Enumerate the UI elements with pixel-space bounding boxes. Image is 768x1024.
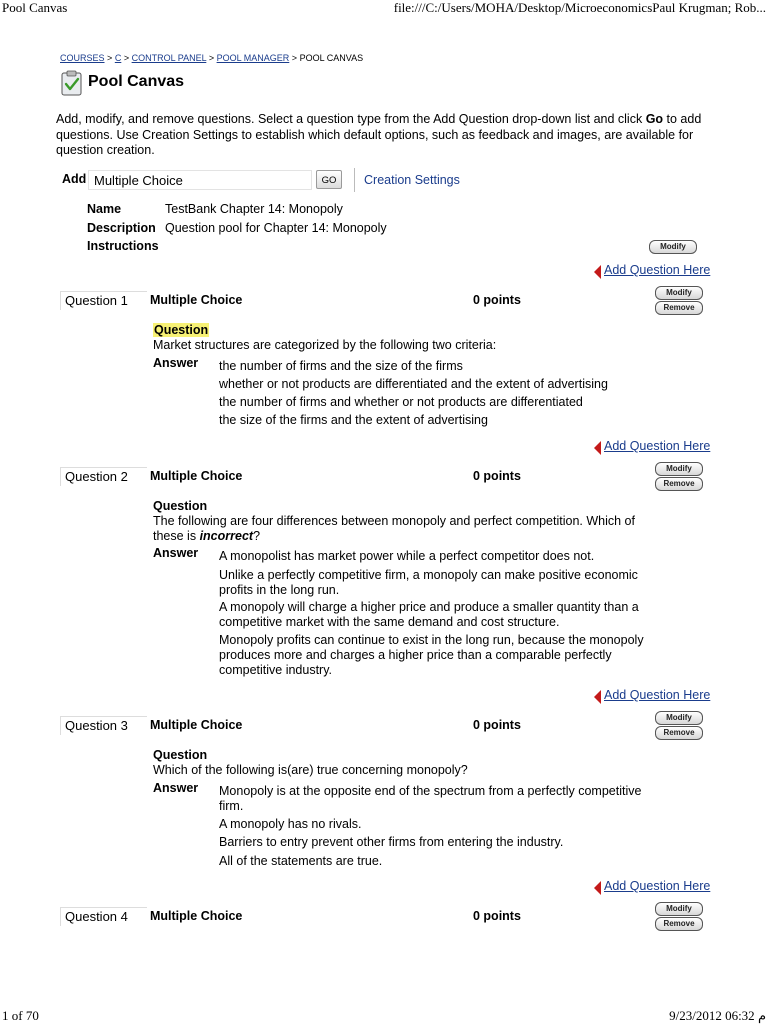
answer-option: whether or not products are differentiated and the extent of advertising — [219, 377, 608, 391]
question-number: Question 2 — [60, 467, 147, 486]
add-question-here-link[interactable]: Add Question Here — [604, 879, 711, 893]
answer-option: the number of firms and the size of the firms — [219, 359, 463, 373]
answer-option: A monopoly has no rivals. — [219, 817, 362, 831]
answer-option: Unlike a perfectly competitive firm, a monopoly can make positive economic profits in the long run. — [219, 568, 638, 597]
question-type: Multiple Choice — [150, 293, 243, 307]
breadcrumb-current: POOL CANVAS — [299, 53, 364, 63]
red-arrow-icon — [594, 441, 601, 455]
red-arrow-icon — [594, 265, 601, 279]
add-question-here-link[interactable]: Add Question Here — [604, 263, 711, 277]
red-arrow-icon — [594, 690, 601, 704]
question-text: The following are four differences between monopoly and perfect competition. Which of these is incorrect? — [153, 514, 635, 543]
breadcrumb-courses[interactable]: COURSES — [60, 53, 105, 63]
answer-option: Monopoly profits can continue to exist in the long run, because the monopoly produces more and charges a higher price than a comparable perfectly competitive industry. — [219, 633, 644, 677]
breadcrumb-course[interactable]: C — [114, 53, 122, 63]
intro-go: Go — [645, 112, 664, 126]
breadcrumb-separator: > — [123, 53, 130, 63]
creation-settings-link[interactable]: Creation Settings — [364, 173, 460, 187]
instructions-label: Instructions — [87, 239, 159, 253]
add-question-here-link[interactable]: Add Question Here — [604, 439, 711, 453]
question-label: Question — [153, 499, 208, 513]
modify-question-button[interactable]: Modify — [655, 462, 703, 476]
question-label: Question — [154, 323, 209, 337]
question-type: Multiple Choice — [150, 909, 243, 923]
divider — [354, 168, 355, 192]
print-footer-page: 1 of 70 — [2, 1008, 39, 1023]
remove-question-button[interactable]: Remove — [655, 477, 703, 491]
add-question-here-link[interactable]: Add Question Here — [604, 688, 711, 702]
name-label: Name — [87, 202, 122, 216]
print-header-url: file:///C:/Users/MOHA/Desktop/MicroeconomicsPaul Krugman; Rob... — [393, 0, 766, 15]
answer-label: Answer — [153, 781, 199, 795]
answer-option: the number of firms and whether or not products are differentiated — [219, 395, 583, 409]
answer-option: All of the statements are true. — [219, 854, 383, 868]
question-number: Question 1 — [60, 291, 147, 310]
breadcrumb-control-panel[interactable]: CONTROL PANEL — [131, 53, 207, 63]
question-number: Question 4 — [60, 907, 147, 926]
remove-question-button[interactable]: Remove — [655, 726, 703, 740]
question-type: Multiple Choice — [150, 469, 243, 483]
question-number: Question 3 — [60, 716, 147, 735]
go-button[interactable]: GO — [316, 170, 342, 189]
name-value: TestBank Chapter 14: Monopoly — [165, 202, 343, 216]
modify-question-button[interactable]: Modify — [655, 711, 703, 725]
answer-option: A monopoly will charge a higher price and produce a smaller quantity than a competitive market with the same demand and cost structure. — [219, 600, 639, 629]
intro-text: Add, modify, and remove questions. Select a question type from the Add Question drop-down list and click Go to add questions. Use Creation Settings to establish which default options, such as feedback and images, are available for question creation. — [56, 112, 702, 157]
answer-option: Monopoly is at the opposite end of the spectrum from a perfectly competitive firm. — [219, 784, 642, 813]
page-title: Pool Canvas — [88, 73, 185, 90]
remove-question-button[interactable]: Remove — [655, 917, 703, 931]
breadcrumb-separator: > — [107, 53, 113, 63]
red-arrow-icon — [594, 881, 601, 895]
modify-question-button[interactable]: Modify — [655, 902, 703, 916]
print-footer-date: 9/23/2012 06:32 م — [669, 1008, 766, 1023]
breadcrumb-separator: > — [291, 53, 298, 63]
answer-label: Answer — [153, 356, 199, 370]
question-points: 0 points — [473, 469, 521, 483]
description-label: Description — [87, 221, 156, 235]
breadcrumb — [60, 53, 363, 63]
answer-option: Barriers to entry prevent other firms from entering the industry. — [219, 835, 564, 849]
question-label: Question — [153, 748, 208, 762]
question-type: Multiple Choice — [150, 718, 243, 732]
breadcrumb-pool-manager[interactable]: POOL MANAGER — [216, 53, 290, 63]
answer-label: Answer — [153, 546, 199, 560]
answer-option: the size of the firms and the extent of advertising — [219, 413, 488, 427]
answer-option: A monopolist has market power while a perfect competitor does not. — [219, 549, 595, 563]
breadcrumb-separator: > — [208, 53, 215, 63]
emphasis-text: incorrect — [199, 529, 254, 543]
clipboard-check-icon — [60, 70, 84, 94]
modify-pool-button[interactable]: Modify — [649, 240, 697, 254]
question-points: 0 points — [473, 718, 521, 732]
print-header-title: Pool Canvas — [2, 0, 68, 15]
question-points: 0 points — [473, 293, 521, 307]
question-text: Market structures are categorized by the following two criteria: — [153, 338, 497, 352]
question-text: Which of the following is(are) true concerning monopoly? — [153, 763, 468, 777]
modify-question-button[interactable]: Modify — [655, 286, 703, 300]
question-points: 0 points — [473, 909, 521, 923]
remove-question-button[interactable]: Remove — [655, 301, 703, 315]
description-value: Question pool for Chapter 14: Monopoly — [165, 221, 387, 235]
question-type-select[interactable]: Multiple Choice — [88, 170, 312, 190]
add-label: Add — [62, 172, 87, 186]
